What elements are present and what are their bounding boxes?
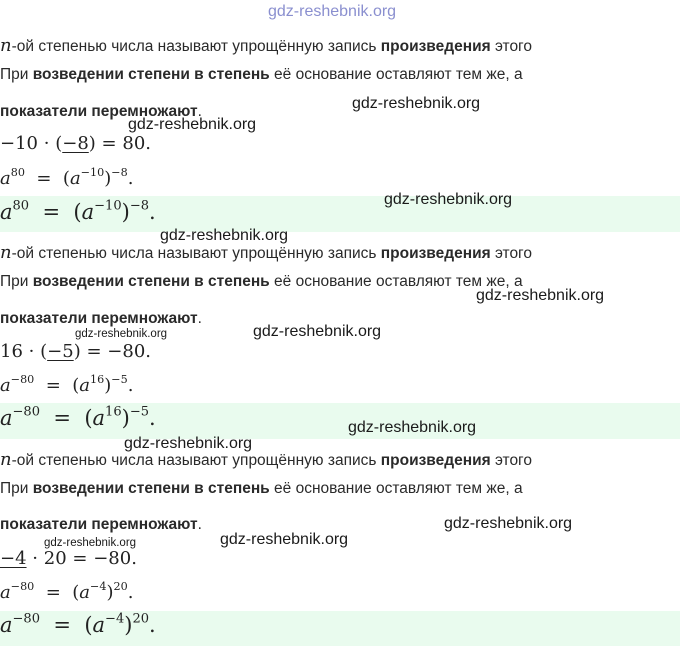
rule-text-end: этого bbox=[490, 245, 532, 262]
equals: = bbox=[101, 133, 117, 154]
outer-exponent: −5 bbox=[129, 404, 149, 420]
rule-line-2 bbox=[0, 66, 523, 84]
period: . bbox=[127, 375, 134, 396]
answer-blank: −5 bbox=[47, 341, 74, 362]
inner-exponent: −10 bbox=[80, 165, 105, 179]
rule-text: При bbox=[0, 273, 33, 290]
period: . bbox=[127, 582, 134, 603]
calc-line-1 bbox=[0, 133, 151, 154]
equals: = bbox=[53, 613, 71, 637]
rule-bold: возведении степени в степень bbox=[32, 66, 270, 83]
equals: = bbox=[53, 406, 71, 430]
outer-exponent: −5 bbox=[111, 372, 128, 386]
rule-line-2 bbox=[0, 273, 523, 291]
watermark: gdz-reshebnik.org bbox=[75, 328, 168, 340]
equals: = bbox=[72, 548, 88, 569]
base: a bbox=[0, 613, 13, 637]
watermark: gdz-reshebnik.org bbox=[44, 537, 137, 549]
rule-line-2 bbox=[0, 480, 523, 498]
exponent: 80 bbox=[12, 198, 30, 214]
watermark: gdz-reshebnik.org bbox=[128, 116, 257, 133]
watermark: gdz-reshebnik.org bbox=[348, 419, 477, 436]
equals: = bbox=[45, 582, 61, 603]
rule-line-1 bbox=[0, 242, 532, 263]
rule-text: -ой степенью числа называют упрощённую запись bbox=[11, 245, 381, 262]
rule-text-end: . bbox=[197, 310, 202, 327]
watermark: gdz-reshebnik.org bbox=[253, 323, 382, 340]
rule-bold: показатели перемножают bbox=[0, 103, 198, 120]
paren: ( bbox=[55, 133, 63, 154]
factor: 20 bbox=[43, 548, 67, 569]
rule-bold: произведения bbox=[380, 38, 491, 55]
rule-bold: произведения bbox=[380, 452, 491, 469]
base: a bbox=[0, 200, 13, 224]
power-line-1: $a^{80} = (a^{-10})^{-8}$. bbox=[0, 165, 134, 189]
watermark: gdz-reshebnik.org bbox=[384, 191, 513, 208]
paren: ) bbox=[88, 133, 96, 154]
result: −80. bbox=[93, 548, 137, 569]
exponent: −80 bbox=[10, 579, 35, 593]
answer-blank: −8 bbox=[62, 133, 89, 154]
base: a bbox=[0, 406, 13, 430]
base: a bbox=[79, 375, 91, 396]
calc-line-3 bbox=[0, 548, 137, 569]
period: . bbox=[149, 613, 156, 637]
equals: = bbox=[42, 200, 61, 224]
top-watermark: gdz-reshebnik.org bbox=[268, 3, 397, 20]
exponent: 80 bbox=[10, 165, 25, 179]
rule-text: При bbox=[0, 480, 33, 497]
base: a bbox=[0, 375, 11, 396]
outer-exponent: 20 bbox=[132, 611, 149, 627]
power-line-2: $a^{-80} = (a^{16})^{-5}$. bbox=[0, 372, 134, 396]
rule-bold: показатели перемножают bbox=[0, 310, 198, 327]
base: a bbox=[92, 613, 106, 637]
rule-text-end: её основание оставляют тем же, а bbox=[269, 273, 523, 290]
equals: = bbox=[45, 375, 61, 396]
base: a bbox=[92, 406, 106, 430]
calc-line-2 bbox=[0, 341, 151, 362]
watermark: gdz-reshebnik.org bbox=[352, 95, 481, 112]
answer-line-3: $a^{-80} = (a^{-4})^{20}$. bbox=[0, 611, 156, 637]
base: a bbox=[69, 168, 81, 189]
result: 80. bbox=[122, 133, 152, 154]
rule-bold: показатели перемножают bbox=[0, 516, 198, 533]
rule-variable: n bbox=[0, 242, 12, 263]
inner-exponent: −4 bbox=[90, 579, 107, 593]
period: . bbox=[127, 168, 134, 189]
exponent: −80 bbox=[10, 372, 35, 386]
rule-text-end: её основание оставляют тем же, а bbox=[269, 480, 523, 497]
rule-text-end: этого bbox=[490, 452, 532, 469]
outer-exponent: −8 bbox=[111, 165, 128, 179]
rule-text-end: её основание оставляют тем же, а bbox=[269, 66, 523, 83]
outer-exponent: 20 bbox=[113, 579, 128, 593]
watermark: gdz-reshebnik.org bbox=[444, 515, 573, 532]
base: a bbox=[0, 168, 11, 189]
inner-exponent: −10 bbox=[94, 198, 122, 214]
period: . bbox=[149, 200, 156, 224]
base: a bbox=[0, 582, 11, 603]
watermark: gdz-reshebnik.org bbox=[124, 435, 253, 452]
answer-line-2: $a^{-80} = (a^{16})^{-5}$. bbox=[0, 404, 156, 430]
answer-line-1: $a^{80} = (a^{-10})^{-8}$. bbox=[0, 198, 156, 224]
paren: ( bbox=[40, 341, 48, 362]
outer-exponent: −8 bbox=[129, 198, 149, 214]
rule-text: -ой степенью числа называют упрощённую запись bbox=[11, 38, 381, 55]
base: a bbox=[81, 200, 95, 224]
dot-operator: · bbox=[43, 133, 50, 154]
rule-text-end: этого bbox=[490, 38, 532, 55]
period: . bbox=[149, 406, 156, 430]
rule-line-3 bbox=[0, 310, 202, 328]
rule-bold: произведения bbox=[380, 245, 491, 262]
rule-variable: n bbox=[0, 449, 12, 470]
equals: = bbox=[86, 341, 102, 362]
rule-text-end: . bbox=[197, 103, 202, 120]
rule-line-1 bbox=[0, 35, 532, 56]
inner-exponent: 16 bbox=[90, 372, 105, 386]
result: −80. bbox=[107, 341, 151, 362]
rule-line-1 bbox=[0, 449, 532, 470]
answer-blank: −4 bbox=[0, 548, 27, 569]
inner-exponent: 16 bbox=[105, 404, 122, 420]
rule-variable: n bbox=[0, 35, 12, 56]
exponent: −80 bbox=[12, 404, 40, 420]
power-line-3: $a^{-80} = (a^{-4})^{20}$. bbox=[0, 579, 134, 603]
dot-operator: · bbox=[28, 341, 35, 362]
exponent: −80 bbox=[12, 611, 40, 627]
paren: ) bbox=[73, 341, 81, 362]
factor: −10 bbox=[0, 133, 38, 154]
rule-text-end: . bbox=[197, 516, 202, 533]
rule-bold: возведении степени в степень bbox=[32, 480, 270, 497]
equals: = bbox=[36, 168, 52, 189]
dot-operator: · bbox=[32, 548, 39, 569]
factor: 16 bbox=[0, 341, 23, 362]
rule-text: При bbox=[0, 66, 33, 83]
watermark: gdz-reshebnik.org bbox=[220, 531, 349, 548]
rule-text: -ой степенью числа называют упрощённую запись bbox=[11, 452, 381, 469]
watermark: gdz-reshebnik.org bbox=[160, 227, 289, 244]
watermark: gdz-reshebnik.org bbox=[476, 287, 605, 304]
rule-bold: возведении степени в степень bbox=[32, 273, 270, 290]
base: a bbox=[79, 582, 91, 603]
inner-exponent: −4 bbox=[105, 611, 125, 627]
rule-line-3 bbox=[0, 516, 202, 534]
